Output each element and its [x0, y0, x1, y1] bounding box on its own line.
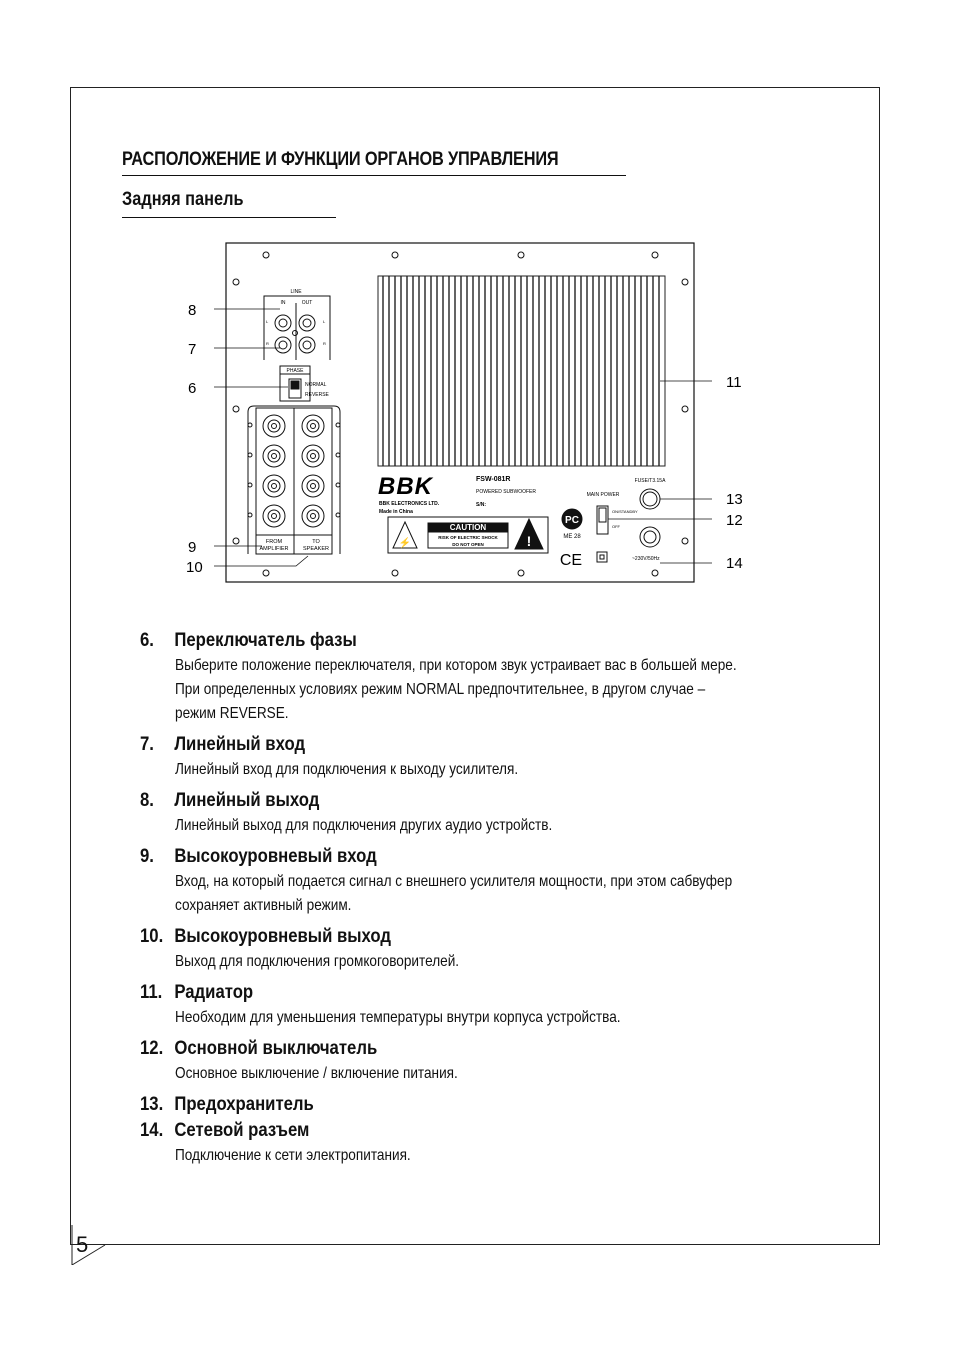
fuse-label: FUSE/T3.15A [634, 478, 666, 484]
list-item [140, 628, 880, 726]
list-item [140, 1092, 880, 1118]
shock-icon: ⚡ [398, 538, 412, 549]
item-text: Подключение к сети электропитания. [175, 1147, 411, 1164]
item-number: 13. [140, 1094, 164, 1115]
voltage-label: ~230V/50Hz [632, 556, 660, 562]
caution-line1: RISK OF ELECTRIC SHOCK [438, 535, 498, 540]
amplifier-label: AMPLIFIER [259, 546, 289, 552]
list-item [140, 732, 880, 782]
item-number: 6. [140, 630, 154, 651]
callout-11: 11 [726, 374, 742, 391]
callout-8: 8 [188, 302, 197, 319]
out-r-label: R [323, 341, 326, 346]
page-title: РАСПОЛОЖЕНИЕ И ФУНКЦИИ ОРГАНОВ УПРАВЛЕНИЯ [122, 149, 559, 170]
callout-12: 12 [726, 512, 743, 529]
item-title: Высокоуровневый вход [174, 846, 377, 867]
item-title: Линейный выход [174, 790, 320, 811]
list-item [140, 1036, 880, 1086]
list-item [140, 924, 880, 974]
speaker-terminals [248, 406, 340, 554]
reverse-label: REVERSE [305, 392, 329, 398]
phase-label: PHASE [286, 368, 304, 374]
caution-line2: DO NOT OPEN [452, 542, 484, 547]
in-label: IN [280, 300, 286, 306]
item-text: режим REVERSE. [175, 705, 289, 722]
section-title: Задняя панель [122, 189, 244, 210]
item-number: 7. [140, 734, 154, 755]
title-underline [122, 175, 626, 176]
item-number: 12. [140, 1038, 164, 1059]
controls-list [140, 628, 880, 1174]
item-text: Вход, на который подается сигнал с внешнего усилителя мощности, при этом сабвуфер [175, 873, 733, 890]
fuse-holder [640, 489, 660, 509]
item-title: Переключатель фазы [174, 630, 357, 651]
callout-6: 6 [188, 380, 197, 397]
out-label: OUT [301, 300, 313, 306]
speaker-label: SPEAKER [303, 546, 329, 552]
made-in-label: Made in China [379, 509, 413, 515]
from-label: FROM [265, 539, 283, 545]
rear-panel-diagram [180, 238, 770, 583]
item-number: 14. [140, 1120, 164, 1141]
caution-title: CAUTION [449, 523, 487, 532]
line-io-block [264, 296, 330, 360]
item-number: 10. [140, 926, 164, 947]
heatsink [378, 276, 665, 466]
line-label: LINE [290, 289, 302, 295]
off-label: OFF [612, 524, 620, 529]
cert-code: ME 28 [563, 534, 581, 540]
item-title: Радиатор [174, 982, 254, 1003]
list-item [140, 788, 880, 838]
pct-icon: PC [565, 515, 579, 526]
item-number: 9. [140, 846, 154, 867]
item-title: Основной выключатель [174, 1038, 378, 1059]
item-number: 11. [140, 982, 163, 1003]
page-number: 5 [76, 1232, 89, 1257]
item-text: Выход для подключения громкоговорителей. [175, 953, 460, 970]
item-title: Линейный вход [174, 734, 306, 755]
main-power-switch [597, 506, 608, 534]
list-item [140, 1118, 880, 1168]
item-text: Линейный вход для подключения к выходу усилителя. [175, 761, 519, 778]
company-label: BBK ELECTRONICS LTD. [379, 501, 440, 507]
item-title: Предохранитель [174, 1094, 314, 1115]
item-text: Основное выключение / включение питания. [175, 1065, 458, 1082]
item-title: Высокоуровневый выход [174, 926, 392, 947]
item-text: Выберите положение переключателя, при котором звук устраивает вас в большей мере. [175, 657, 737, 674]
item-number: 8. [140, 790, 154, 811]
item-text: При определенных условиях режим NORMAL предпочтительнее, в другом случае – [175, 681, 706, 698]
out-l-label: L [323, 319, 326, 324]
mains-socket [640, 527, 660, 547]
serial-label: S/N: [476, 502, 486, 508]
callout-9: 9 [188, 539, 197, 556]
model-label: FSW-081R [476, 476, 511, 483]
list-item [140, 844, 880, 918]
ce-mark: CE [559, 552, 583, 569]
to-label: TO [312, 539, 320, 545]
callout-7: 7 [188, 341, 197, 358]
product-label: POWERED SUBWOOFER [476, 489, 537, 495]
section-underline [122, 217, 336, 218]
normal-label: NORMAL [305, 382, 327, 388]
callout-14: 14 [726, 555, 743, 572]
item-text: Линейный выход для подключения других аудио устройств. [175, 817, 553, 834]
item-text: сохраняет активный режим. [175, 897, 352, 914]
item-text: Необходим для уменьшения температуры внутри корпуса устройства. [175, 1009, 621, 1026]
item-title: Сетевой разъем [174, 1120, 310, 1141]
brand-logo: BBK [378, 473, 433, 500]
main-power-label: MAIN POWER [586, 492, 620, 498]
list-item [140, 980, 880, 1030]
in-r-label: R [266, 341, 269, 346]
in-l-label: L [266, 319, 269, 324]
callout-13: 13 [726, 491, 743, 508]
exclamation-icon: ! [526, 533, 532, 549]
on-standby-label: ON/STANDBY [612, 509, 638, 514]
callout-10: 10 [186, 559, 203, 576]
